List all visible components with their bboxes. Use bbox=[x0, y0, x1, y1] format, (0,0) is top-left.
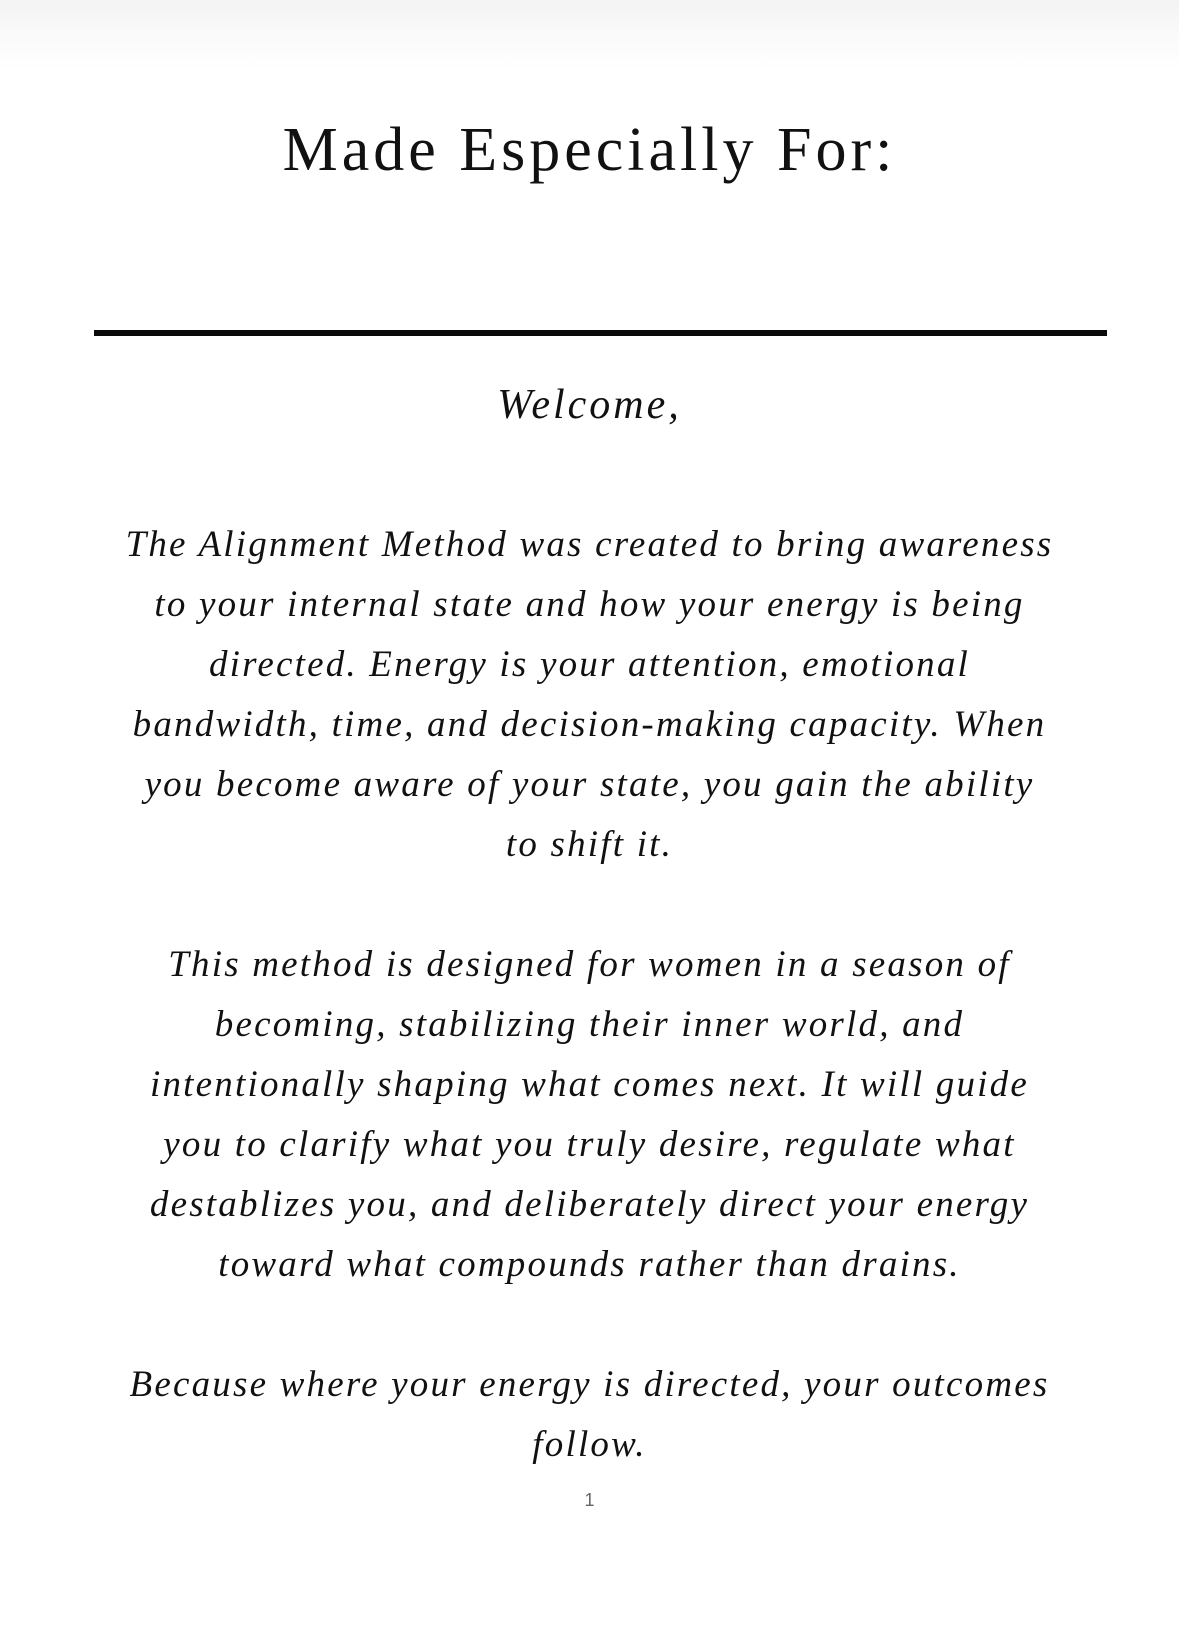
paragraph-line: directed. Energy is your attention, emotional bbox=[208, 644, 971, 685]
paragraph-line: destablizes you, and deliberately direct your energy bbox=[149, 1184, 1030, 1225]
paragraph-line: intentionally shaping what comes next. It will guide bbox=[150, 1064, 1029, 1105]
paragraph-line: you become aware of your state, you gain the ability bbox=[144, 764, 1035, 805]
intro-paragraph bbox=[60, 515, 1119, 875]
page-number: 1 bbox=[584, 1490, 595, 1510]
paragraph-line: The Alignment Method was created to bring awareness bbox=[125, 524, 1054, 565]
paragraph-line: Because where your energy is directed, your outcomes bbox=[129, 1364, 1050, 1405]
paragraph-line: you to clarify what you truly desire, regulate what bbox=[163, 1124, 1016, 1165]
page-top-shadow bbox=[0, 0, 1179, 70]
page-title: Made Especially For: bbox=[282, 116, 897, 184]
paragraph-line: follow. bbox=[532, 1424, 647, 1465]
paragraph-line: This method is designed for women in a season of bbox=[168, 944, 1011, 985]
paragraph-line: to your internal state and how your energy is being bbox=[154, 584, 1025, 625]
name-write-in-line bbox=[94, 330, 1107, 336]
audience-paragraph bbox=[60, 935, 1119, 1295]
paragraph-line: becoming, stabilizing their inner world, and bbox=[214, 1004, 965, 1045]
paragraph-line: to shift it. bbox=[505, 824, 674, 865]
greeting-heading: Welcome, bbox=[497, 382, 682, 428]
paragraph-line: bandwidth, time, and decision-making capacity. When bbox=[132, 704, 1047, 745]
paragraph-line: toward what compounds rather than drains. bbox=[218, 1244, 961, 1285]
closing-paragraph bbox=[60, 1355, 1119, 1475]
